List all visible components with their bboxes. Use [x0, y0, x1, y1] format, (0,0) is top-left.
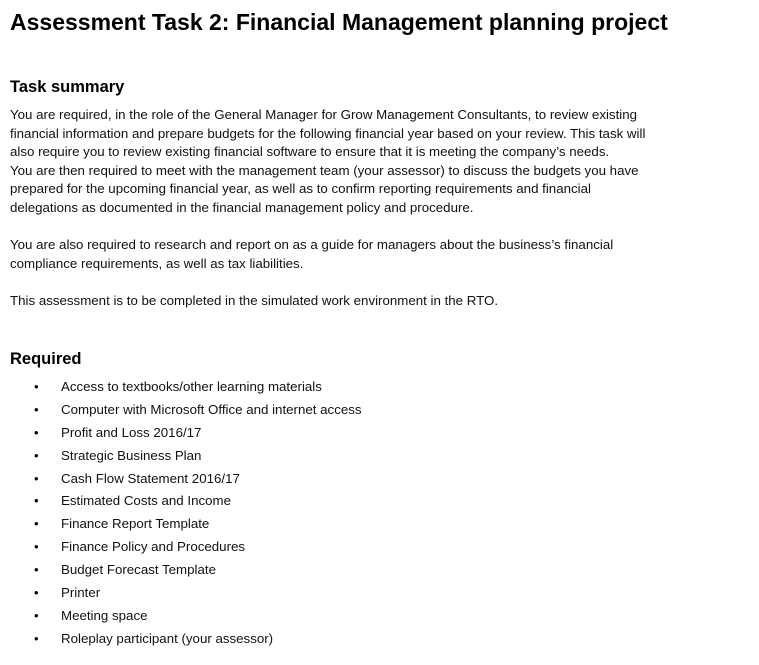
bullet-icon: •: [34, 424, 39, 440]
list-item-label: Printer: [61, 585, 101, 601]
list-item-label: Roleplay participant (your assessor): [61, 630, 274, 646]
bullet-icon: •: [34, 516, 39, 532]
list-item-label: Estimated Costs and Income: [61, 493, 231, 509]
list-item-label: Cash Flow Statement 2016/17: [61, 470, 240, 486]
task-summary-paragraph-1-block: [10, 106, 710, 217]
bullet-icon: •: [34, 562, 39, 578]
list-item: [10, 537, 362, 560]
task-summary-paragraph-2: You are also required to research and report on as a guide for managers about the business’s financial compliance requirements, as well as tax liabilities.: [10, 237, 614, 271]
document-title: Assessment Task 2: Financial Management planning project: [10, 9, 668, 35]
list-item-label: Computer with Microsoft Office and internet access: [61, 401, 362, 417]
list-item-label: Finance Report Template: [61, 516, 210, 532]
required-items-list: [10, 377, 362, 652]
task-summary-paragraph-1: You are required, in the role of the General Manager for Grow Management Consultants, to review existing financial information and prepare budgets for the following financial year based on your review. This task will also require you to review existing financial software to ensure that it is meeting the company’s needs. You are then required to meet with the management team (your assessor) to discuss the budgets you have prepared for the upcoming financial year, as well as to confirm reporting requirements and financial delegations as documented in the financial management policy and procedure.: [10, 107, 646, 215]
bullet-icon: •: [34, 585, 39, 601]
bullet-icon: •: [34, 539, 39, 555]
list-item-label: Profit and Loss 2016/17: [61, 424, 202, 440]
task-summary-paragraph-3-block: [10, 292, 710, 311]
list-item: [10, 469, 362, 492]
list-item: [10, 446, 362, 469]
list-item-label: Finance Policy and Procedures: [61, 539, 246, 555]
bullet-icon: •: [34, 493, 39, 509]
bullet-icon: •: [34, 401, 39, 417]
bullet-icon: •: [34, 447, 39, 463]
list-item: [10, 606, 362, 629]
list-item: [10, 423, 362, 446]
bullet-icon: •: [34, 630, 39, 646]
list-item-label: Budget Forecast Template: [61, 562, 216, 578]
bullet-icon: •: [34, 470, 39, 486]
task-summary-paragraph-2-block: [10, 236, 710, 273]
list-item-label: Strategic Business Plan: [61, 447, 202, 463]
required-heading: Required: [10, 350, 82, 368]
list-item-label: Access to textbooks/other learning materials: [61, 379, 322, 394]
list-item: [10, 491, 362, 514]
task-summary-heading: Task summary: [10, 78, 125, 96]
list-item: [10, 583, 362, 606]
bullet-icon: •: [34, 607, 39, 623]
list-item: [10, 560, 362, 583]
task-summary-paragraph-3: This assessment is to be completed in the simulated work environment in the RTO.: [10, 293, 499, 308]
list-item-label: Meeting space: [61, 607, 148, 623]
list-item: [10, 629, 362, 652]
list-item: [10, 514, 362, 537]
list-item: [10, 377, 362, 400]
bullet-icon: •: [34, 379, 39, 394]
list-item: [10, 400, 362, 423]
